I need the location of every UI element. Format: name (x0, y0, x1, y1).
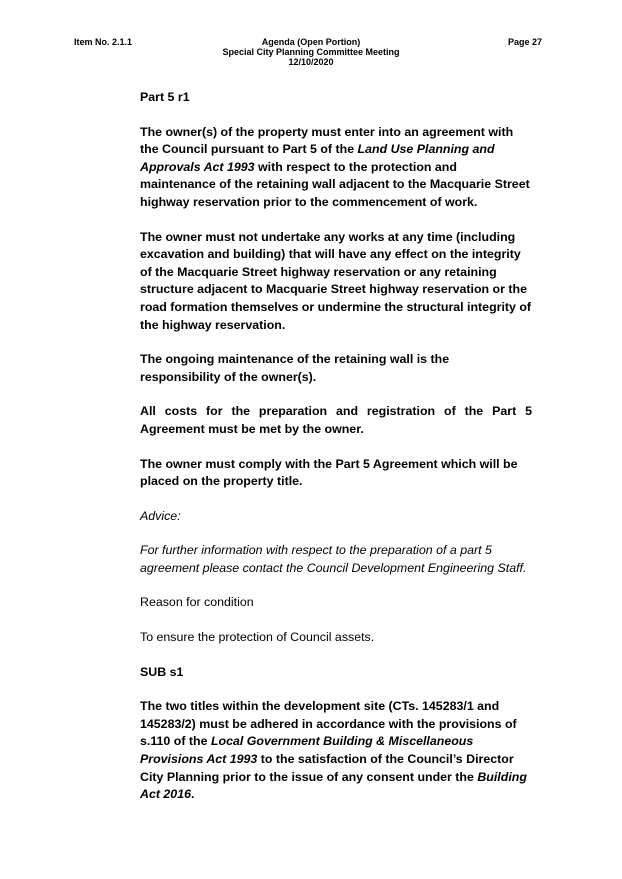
header-date: 12/10/2020 (288, 57, 334, 67)
header-item-number: Item No. 2.1.1 (74, 37, 133, 47)
advice-text: For further information with respect to the preparation of a part 5 agreement please contact the Council Development Engineering Staff. (140, 543, 527, 575)
header-agenda: Agenda (Open Portion) (261, 37, 361, 47)
part5-paragraph-2: The owner must not undertake any works at any time (including excavation and building) that will have any effect on the integrity of the Macquarie Street highway reservation or any retaining structure adjacent to Macquarie Street highway reservation or the road formation themselves or undermine the structural integrity of the highway reservation. (140, 229, 532, 332)
part5-paragraph-5: The owner must comply with the Part 5 Agreement which will be placed on the property title. (140, 456, 518, 489)
part5-paragraph-4: All costs for the preparation and registration of the Part 5 Agreement must be met by the owner. (140, 404, 532, 436)
header-meeting: Special City Planning Committee Meeting (222, 47, 400, 57)
document-body (140, 89, 532, 804)
sub-heading: SUB s1 (140, 664, 184, 679)
act-title-local-government: Local Government Building & Miscellaneous Provisions Act 1993 (140, 734, 474, 767)
act-title-building: Building Act 2016 (140, 769, 527, 802)
part5-heading: Part 5 r1 (140, 90, 190, 104)
part5-paragraph-1: The owner(s) of the property must enter into an agreement with the Council pursuant to Part 5 of the Land Use Planning and Approvals Act 1993 with respect to the protection and maintenance of the retaining wall adjacent to the Macquarie Street highway reservation prior to the commencement of work. (140, 124, 530, 209)
reason-label: Reason for condition (140, 595, 254, 610)
header-meeting-info (211, 37, 411, 67)
part5-paragraph-3: The ongoing maintenance of the retaining wall is the responsibility of the owner(s). (140, 352, 450, 384)
reason-text: To ensure the protection of Council assets. (140, 630, 375, 645)
sub-paragraph: The two titles within the development site (CTs. 145283/1 and 145283/2) must be adhered in accordance with the provisions of s.110 of the Local Government Building & Miscellaneous Provisions Act 1993 to the satisfaction of the Council’s Director City Planning prior to the issue of any consent under the Building Act 2016. (140, 699, 527, 802)
advice-label: Advice: (140, 508, 181, 523)
act-title-land-use: Land Use Planning and Approvals Act 1993 (140, 142, 495, 174)
header-page-number: Page 27 (508, 37, 543, 47)
